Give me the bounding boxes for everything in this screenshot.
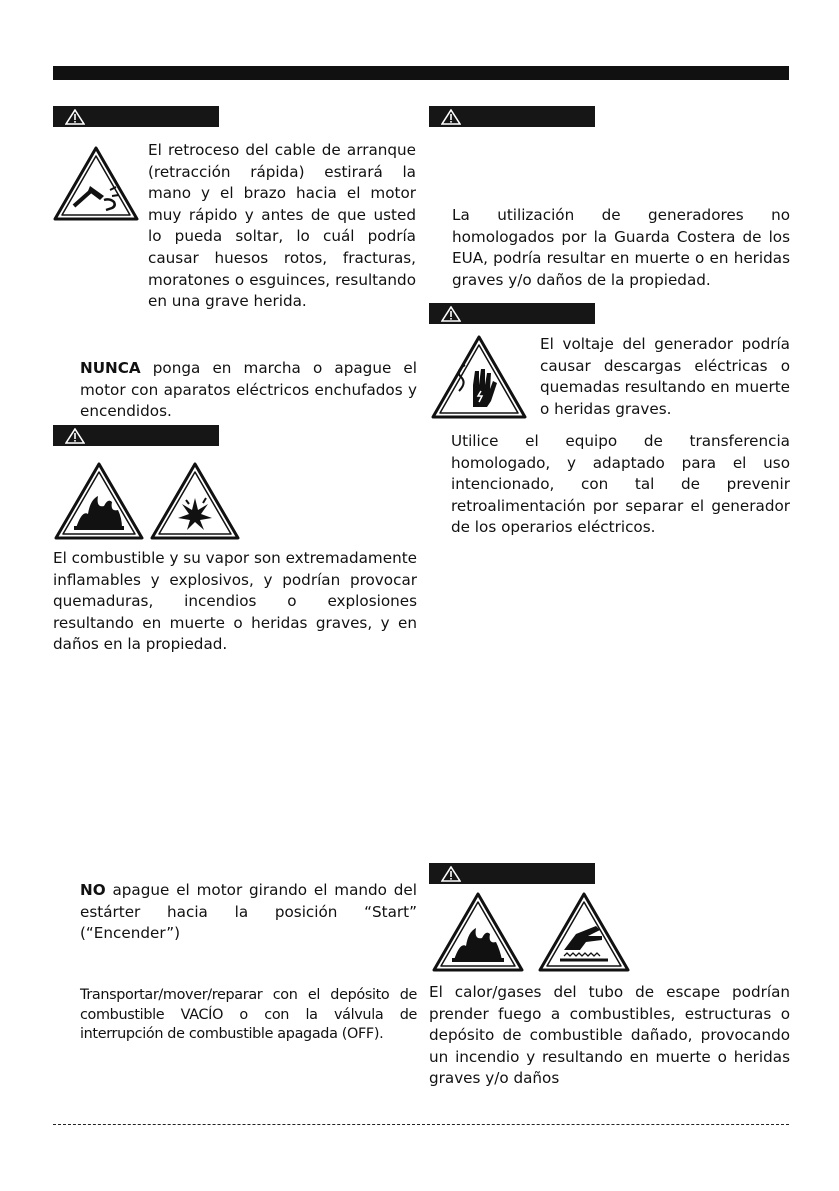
transfer-equipment-text: Utilice el equipo de transferencia homologado, y adaptado para el uso intencionado, con tal de prevenir retroalimentación por separar el generador de los operarios eléctricos. [451, 432, 790, 537]
header-bar [53, 66, 789, 80]
warning-triangle-icon [441, 866, 461, 882]
warning-triangle-icon [65, 109, 85, 125]
warning-tag [429, 863, 595, 884]
coast-guard-warning-text: La utilización de generadores no homologados por la Guarda Costera de los EUA, podría resultar en muerte o en heridas graves y/o daños de la propiedad. [452, 206, 790, 289]
flame-icon [52, 460, 146, 542]
flame-icon [430, 890, 526, 974]
hot-surface-icon [536, 890, 632, 974]
fuel-warning-text: El combustible y su vapor son extremadamente inflamables y explosivos, y podrían provocar quemaduras, incendios o explosiones resultando en muerte o heridas graves, y en daños en la propiedad. [53, 549, 417, 654]
hand-pulled-by-rope-icon [52, 144, 140, 224]
warning-tag [53, 106, 219, 127]
no-choke-body: apague el motor girando el mando del estárter hacia la posición “Start” (“Encender”) [80, 881, 417, 943]
exhaust-warning-text: El calor/gases del tubo de escape podrían prender fuego a combustibles, estructuras o depósito de combustible dañado, provocando un incendio y resultando en muerte o heridas graves y/o daños [429, 983, 790, 1088]
no-keyword: NO [80, 881, 106, 899]
warning-triangle-icon [65, 428, 85, 444]
explosion-icon [148, 460, 242, 542]
never-start-body: ponga en marcha o apague el motor con aparatos eléctricos enchufados y encendidos. [80, 359, 417, 421]
transport-instruction-text: Transportar/mover/reparar con el depósito de combustible VACÍO o con la válvula de interrupción de combustible apagada (OFF). [80, 987, 417, 1042]
warning-tag [53, 425, 219, 446]
warning-tag [429, 303, 595, 324]
warning-tag [429, 106, 595, 127]
warning-triangle-icon [441, 109, 461, 125]
no-choke-warning-text [80, 880, 417, 945]
never-keyword: NUNCA [80, 359, 141, 377]
warning-triangle-icon [441, 306, 461, 322]
recoil-warning-text: El retroceso del cable de arranque (retracción rápida) estirará la mano y el brazo hacia el motor muy rápido y antes de que usted lo pueda soltar, lo cuál podría causar huesos rotos, fracturas, moratones o esguinces, resultando en una grave herida. [148, 141, 416, 311]
electric-shock-hand-icon [429, 333, 529, 421]
voltage-warning-text: El voltaje del generador podría causar descargas eléctricas o quemadas resultando en muerte o heridas graves. [540, 335, 790, 418]
never-start-warning-text [80, 358, 417, 423]
footer-dashed-rule [53, 1124, 789, 1125]
